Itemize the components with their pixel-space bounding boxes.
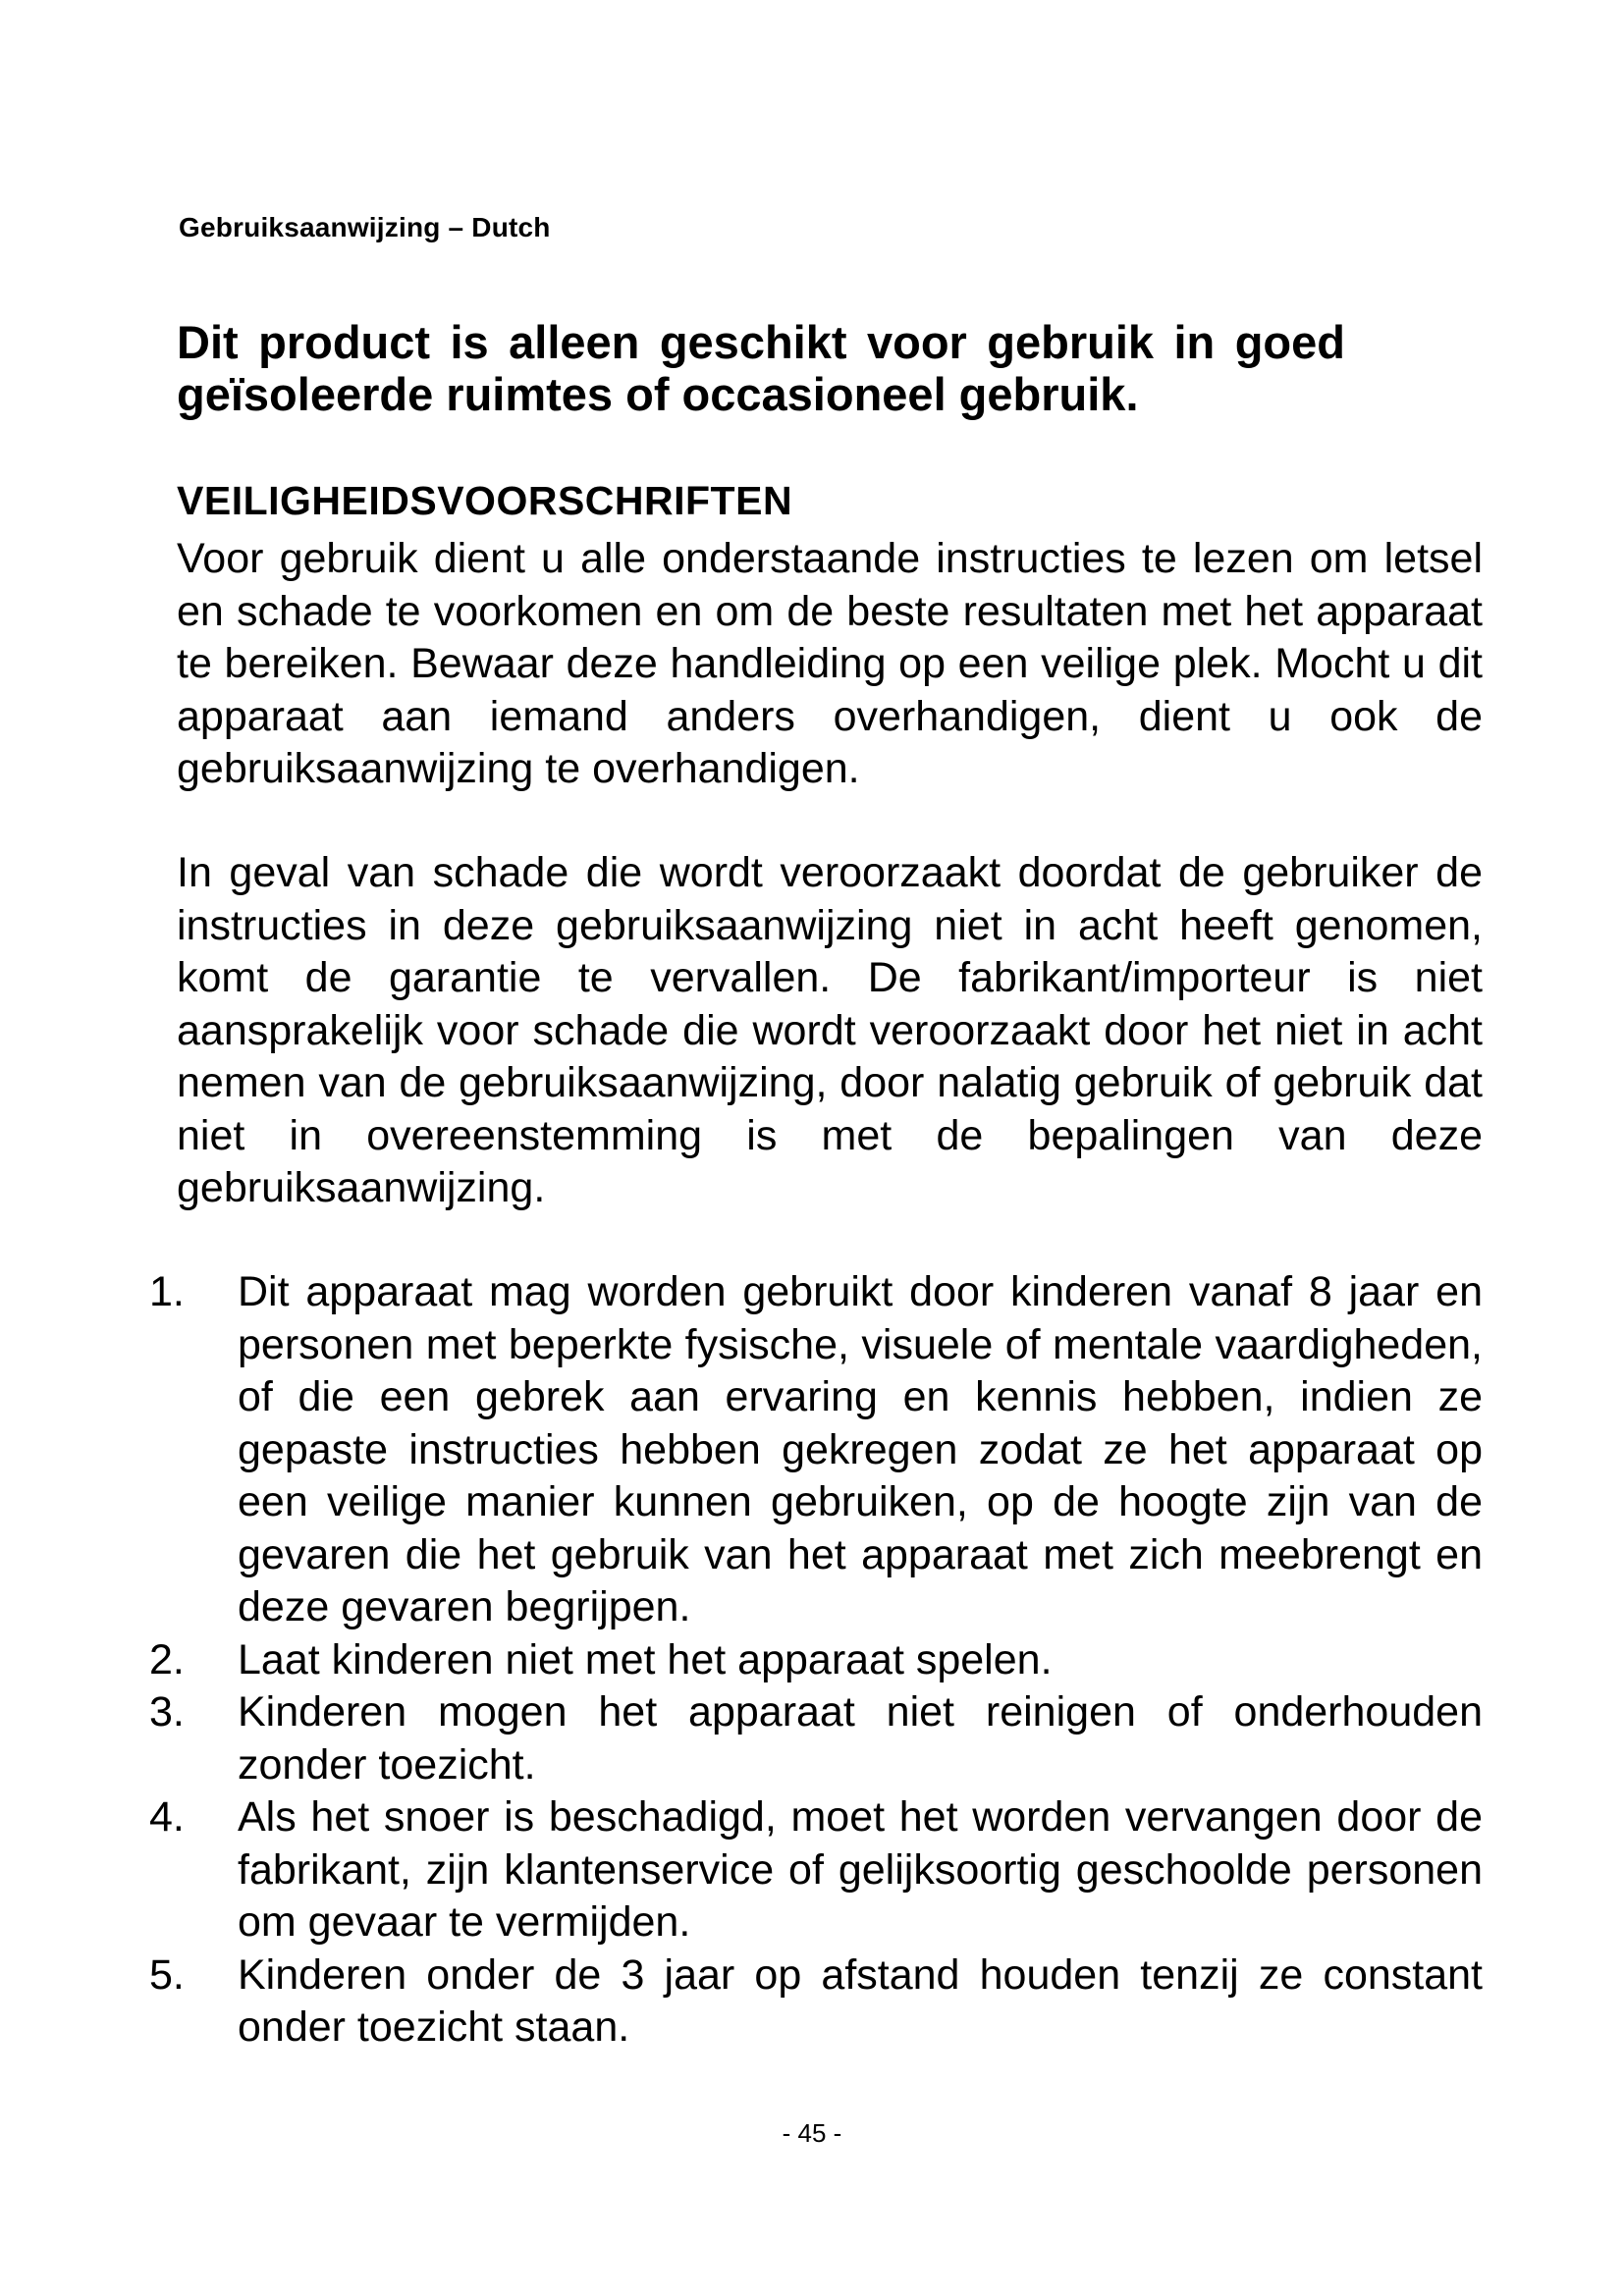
list-item	[0, 1791, 1624, 1949]
list-item-text: Kinderen mogen het apparaat niet reinigen of onderhouden zonder toezicht.	[238, 1688, 1483, 1789]
list-item-text: Dit apparaat mag worden gebruikt door kinderen vanaf 8 jaar en personen met beperkte fysische, visuele of mentale vaardigheden, of die een gebrek aan ervaring en kennis hebben, indien ze gepaste instructies hebben gekregen zodat ze het apparaat op een veilige manier kunnen gebruiken, op de hoogte zijn van de gevaren die het gebruik van het apparaat met zich meebrengt en deze gevaren begrijpen.	[238, 1268, 1483, 1630]
list-item	[0, 1949, 1624, 2055]
list-item-number: 2.	[149, 1635, 185, 1683]
list-item-number: 5.	[149, 1950, 185, 1999]
list-item	[0, 1266, 1624, 1634]
page-header: Gebruiksaanwijzing – Dutch	[179, 212, 551, 242]
list-item	[0, 1686, 1624, 1791]
safety-paragraph-2: In geval van schade die wordt veroorzaakt doordat de gebruiker de instructies in deze gebruiksaanwijzing niet in acht heeft genomen, komt de garantie te vervallen. De fabrikant/importeur is niet aansprakelijk voor schade die wordt veroorzaakt door het niet in acht nemen van de gebruiksaanwijzing, door nalatig gebruik of gebruik dat niet in overeenstemming is met de bepalingen van deze gebruiksaanwijzing.	[177, 849, 1483, 1211]
list-item-text: Als het snoer is beschadigd, moet het worden vervangen door de fabrikant, zijn klantenservice of gelijksoortig geschoolde personen om gevaar te vermijden.	[238, 1793, 1483, 1946]
list-item-number: 1.	[149, 1268, 185, 1315]
list-item-number: 4.	[149, 1793, 185, 1841]
intro-statement: Dit product is alleen geschikt voor gebruik in goed geïsoleerde ruimtes of occasioneel gebruik.	[177, 316, 1345, 420]
list-item-number: 3.	[149, 1688, 185, 1735]
page-number: - 45 -	[782, 2118, 842, 2148]
list-item-text: Laat kinderen niet met het apparaat spelen.	[238, 1635, 1053, 1683]
safety-paragraph-1: Voor gebruik dient u alle onderstaande instructies te lezen om letsel en schade te voorkomen en om de beste resultaten met het apparaat te bereiken. Bewaar deze handleiding op een veilige plek. Mocht u dit apparaat aan iemand anders overhandigen, dient u ook de gebruiksaanwijzing te overhandigen.	[177, 535, 1483, 792]
safety-instructions-list	[0, 1266, 1624, 2055]
list-item-text: Kinderen onder de 3 jaar op afstand houden tenzij ze constant onder toezicht staan.	[238, 1950, 1483, 2051]
section-title: VEILIGHEIDSVOORSCHRIFTEN	[177, 478, 793, 523]
list-item	[0, 1634, 1624, 1687]
